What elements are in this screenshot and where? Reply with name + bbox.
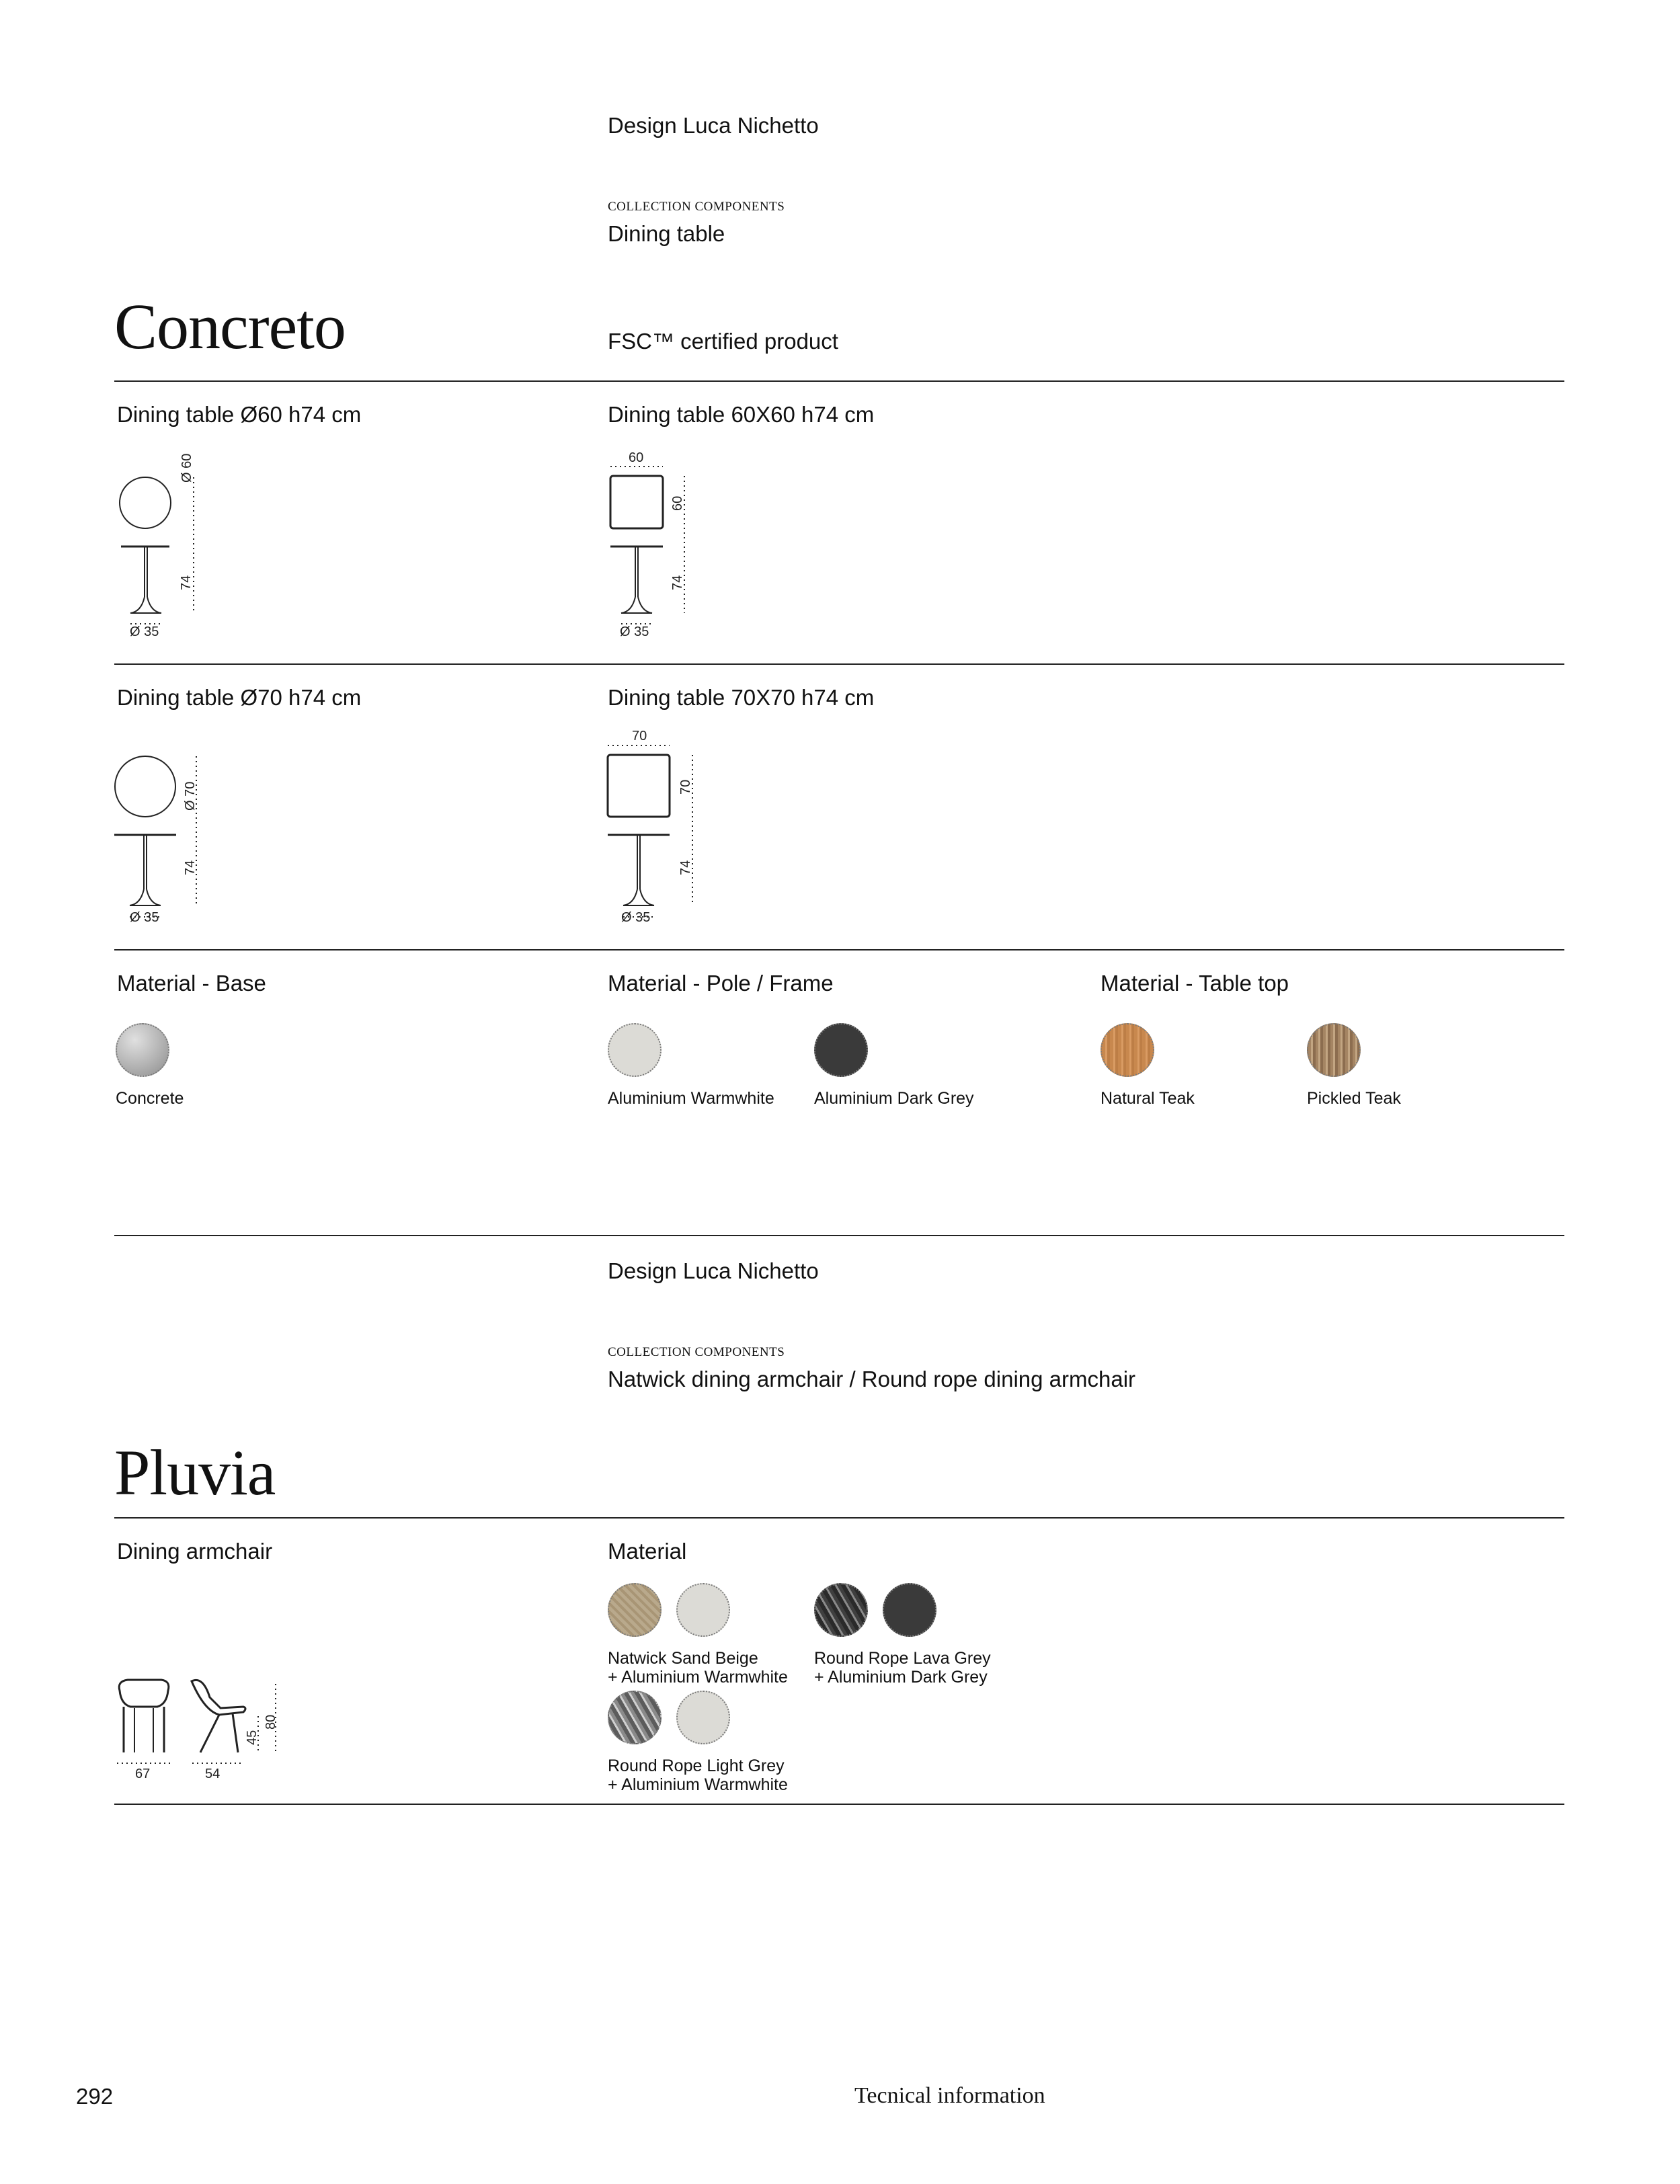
material-pole-heading: Material - Pole / Frame — [608, 971, 834, 996]
dim-depth-square-60: 60 — [670, 495, 685, 511]
divider — [114, 949, 1564, 951]
material-top-heading: Material - Table top — [1101, 971, 1289, 996]
swatch-label-aluminium-warmwhite: Aluminium Warmwhite — [608, 1089, 774, 1108]
swatch-round-rope-light-grey — [608, 1691, 662, 1744]
swatch-label-line1: Natwick Sand Beige — [608, 1649, 758, 1668]
swatch-label-concrete: Concrete — [116, 1089, 184, 1108]
swatch-round-rope-lava-grey — [814, 1583, 868, 1637]
dim-height-round-70: 74 — [183, 860, 198, 875]
pluvia-designer: Design Luca Nichetto — [608, 1258, 819, 1283]
dim-base-round-70: Ø 35 — [130, 910, 159, 925]
divider — [114, 1804, 1564, 1805]
table-label-round-60: Dining table Ø60 h74 cm — [117, 402, 362, 427]
concreto-certification: FSC™ certified product — [608, 329, 838, 354]
dim-width-armchair: 67 — [135, 1767, 151, 1781]
swatch-label-aluminium-dark-grey: Aluminium Dark Grey — [814, 1089, 974, 1108]
square-table-70-drawing — [605, 743, 706, 931]
dim-width-square-60: 60 — [629, 450, 644, 465]
table-label-round-70: Dining table Ø70 h74 cm — [117, 685, 362, 710]
round-table-60-drawing — [114, 471, 208, 645]
material-base-heading: Material - Base — [117, 971, 266, 996]
swatch-aluminium-dark-grey — [814, 1023, 868, 1077]
pluvia-material-heading: Material — [608, 1539, 687, 1564]
dim-height-square-70: 74 — [678, 860, 693, 875]
pluvia-components-caption: COLLECTION COMPONENTS — [608, 1345, 785, 1359]
concreto-designer: Design Luca Nichetto — [608, 113, 819, 138]
concreto-components: Dining table — [608, 221, 725, 246]
dim-top-round-70: Ø 70 — [183, 781, 198, 811]
dim-depth-armchair: 54 — [205, 1767, 221, 1781]
section-title: Tecnical information — [854, 2083, 1045, 2108]
pluvia-components: Natwick dining armchair / Round rope dining armchair — [608, 1367, 1136, 1391]
armchair-label: Dining armchair — [117, 1539, 273, 1564]
swatch-pickled-teak — [1307, 1023, 1361, 1077]
table-label-square-70: Dining table 70X70 h74 cm — [608, 685, 875, 710]
swatch-label-pickled-teak: Pickled Teak — [1307, 1089, 1401, 1108]
swatch-label-line2: + Aluminium Warmwhite — [608, 1668, 788, 1687]
swatch-concrete — [116, 1023, 169, 1077]
swatch-label-line2: + Aluminium Dark Grey — [814, 1668, 988, 1687]
page-number: 292 — [76, 2084, 114, 2109]
dim-base-round-60: Ø 35 — [130, 624, 159, 639]
swatch-aluminium-warmwhite — [676, 1691, 730, 1744]
swatch-aluminium-warmwhite — [676, 1583, 730, 1637]
concreto-components-caption: COLLECTION COMPONENTS — [608, 200, 785, 214]
swatch-aluminium-warmwhite — [608, 1023, 662, 1077]
swatch-natwick-sand-beige — [608, 1583, 662, 1637]
pluvia-title: Pluvia — [114, 1437, 276, 1508]
dim-top-round-60: Ø 60 — [179, 453, 194, 483]
divider — [114, 1235, 1564, 1236]
swatch-aluminium-dark-grey — [883, 1583, 936, 1637]
square-table-60-drawing — [605, 464, 699, 645]
dim-height-armchair: 80 — [264, 1714, 278, 1730]
divider — [114, 663, 1564, 665]
dim-width-square-70: 70 — [632, 729, 647, 743]
swatch-label-line2: + Aluminium Warmwhite — [608, 1775, 788, 1794]
swatch-label-natural-teak: Natural Teak — [1101, 1089, 1195, 1108]
divider — [114, 380, 1564, 382]
dim-height-square-60: 74 — [670, 575, 685, 590]
dim-base-square-70: Ø 35 — [621, 910, 651, 925]
dim-depth-square-70: 70 — [678, 779, 693, 795]
swatch-label-line1: Round Rope Light Grey — [608, 1756, 785, 1775]
round-table-70-drawing — [112, 753, 212, 931]
dim-seat-armchair: 45 — [245, 1730, 259, 1745]
dim-height-round-60: 74 — [179, 575, 194, 590]
swatch-label-line1: Round Rope Lava Grey — [814, 1649, 991, 1668]
concreto-title: Concreto — [114, 290, 346, 362]
dim-base-square-60: Ø 35 — [620, 624, 649, 639]
divider — [114, 1517, 1564, 1519]
swatch-natural-teak — [1101, 1023, 1154, 1077]
table-label-square-60: Dining table 60X60 h74 cm — [608, 402, 875, 427]
